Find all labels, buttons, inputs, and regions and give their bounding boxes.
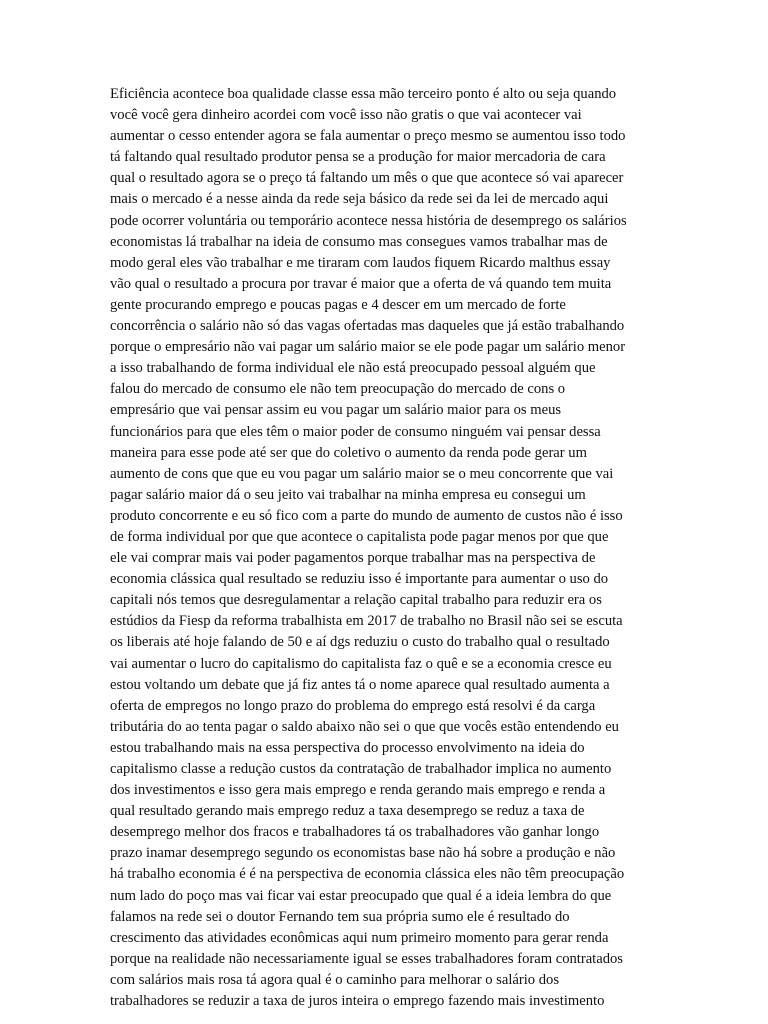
text-line: qual resultado gerando mais emprego reduz a taxa desemprego se reduz a taxa de [110,803,585,820]
text-line: pode ocorrer voluntária ou temporário acontece nessa história de desemprego os salários [110,212,627,229]
text-line: estou trabalhando mais na essa perspectiva do processo envolvimento na ideia do [110,739,585,756]
text-line: capitali nós temos que desregulamentar a relação capital trabalho para reduzir era os [110,592,602,609]
text-line: falamos na rede sei o doutor Fernando tem sua própria sumo ele é resultado do [110,908,570,925]
text-line: funcionários para que eles têm o maior poder de consumo ninguém vai pensar dessa [110,423,601,440]
text-line: os liberais até hoje falando de 50 e aí dgs reduziu o custo do trabalho qual o resultado [110,634,610,651]
text-line: economistas lá trabalhar na ideia de consumo mas consegues vamos trabalhar mas de [110,233,608,250]
text-line: trabalhadores se reduzir a taxa de juros inteira o emprego fazendo mais investimento [110,993,605,1010]
text-line: pagar salário maior dá o seu jeito vai trabalhar na minha empresa eu consegui um [110,486,586,503]
text-line: num lado do poço mas vai ficar vai estar preocupado que qual é a ideia lembra do que [110,887,612,904]
text-line: estou voltando um debate que já fiz antes tá o nome aparece qual resultado aumenta a [110,676,610,693]
text-line: crescimento das atividades econômicas aqui num primeiro momento para gerar renda [110,929,609,946]
text-line: economia clássica qual resultado se reduziu isso é importante para aumentar o uso do [110,571,609,588]
text-line: ele vai comprar mais vai poder pagamentos porque trabalhar mas na perspectiva de [110,550,596,567]
text-line: vão qual o resultado a procura por travar é maior que a oferta de vá quando tem muita [110,275,612,292]
text-line: qual o resultado agora se o preço tá faltando um mês o que que acontece só vai aparecer [110,170,624,187]
text-line: a isso trabalhando de forma individual ele não está preocupado pessoal alguém que [110,360,596,377]
text-line: tributária do ao tenta pagar o saldo abaixo não sei o que que vocês estão entendendo eu [110,718,619,735]
text-line: aumentar o cesso entender agora se fala aumentar o preço mesmo se aumentou isso todo [110,128,626,145]
text-line: há trabalho economia é é na perspectiva de economia clássica eles não têm preocupação [110,866,625,883]
text-line: vai aumentar o lucro do capitalismo do capitalista faz o quê e se a economia cresce eu [110,655,612,672]
text-line: estúdios da Fiesp da reforma trabalhista em 2017 de trabalho no Brasil não sei se escuta [110,613,623,630]
text-line: você você gera dinheiro acordei com você isso não gratis o que vai acontecer vai [110,107,582,124]
text-line: dos investimentos e isso gera mais emprego e renda gerando mais emprego e renda a [110,782,606,799]
text-line: tá faltando qual resultado produtor pensa se a produção for maior mercadoria de cara [110,149,606,166]
text-line: empresário que vai pensar assim eu vou pagar um salário maior para os meus [110,402,562,419]
body-paragraph [110,84,670,1012]
text-line: mais o mercado é a nesse ainda da rede seja básico da rede sei da lei de mercado aqui [110,191,609,208]
text-line: Eficiência acontece boa qualidade classe essa mão terceiro ponto é alto ou seja quando [110,86,617,102]
text-line: com salários mais rosa tá agora qual é o caminho para melhorar o salário dos [110,971,560,988]
text-line: oferta de empregos no longo prazo do problema do emprego está resolvi é da carga [110,697,596,714]
text-line: porque na realidade não necessariamente igual se esses trabalhadores foram contratados [110,950,623,967]
text-line: de forma individual por que que acontece o capitalista pode pagar menos por que que [110,528,609,545]
text-line: produto concorrente e eu só fico com a parte do mundo de aumento de custos não é isso [110,507,623,524]
text-line: concorrência o salário não só das vagas ofertadas mas daqueles que já estão trabalhando [110,318,625,335]
text-line: desemprego melhor dos fracos e trabalhadores tá os trabalhadores vão ganhar longo [110,824,600,841]
text-line: falou do mercado de consumo ele não tem preocupação do mercado de cons o [110,381,566,398]
text-line: prazo inamar desemprego segundo os economistas base não há sobre a produção e não [110,845,616,862]
text-line: capitalismo classe a redução custos da contratação de trabalhador implica no aumento [110,761,612,777]
text-line: porque o empresário não vai pagar um salário maior se ele pode pagar um salário menor [110,339,626,356]
text-line: maneira para esse pode até ser que do coletivo o aumento da renda pode gerar um [110,444,587,461]
text-line: aumento de cons que que eu vou pagar um salário maior se o meu concorrente que vai [110,465,614,482]
text-line: modo geral eles vão trabalhar e me tiraram com laudos fiquem Ricardo malthus essay [110,254,611,271]
text-line: gente procurando emprego e poucas pagas e 4 descer em um mercado de forte [110,296,566,313]
